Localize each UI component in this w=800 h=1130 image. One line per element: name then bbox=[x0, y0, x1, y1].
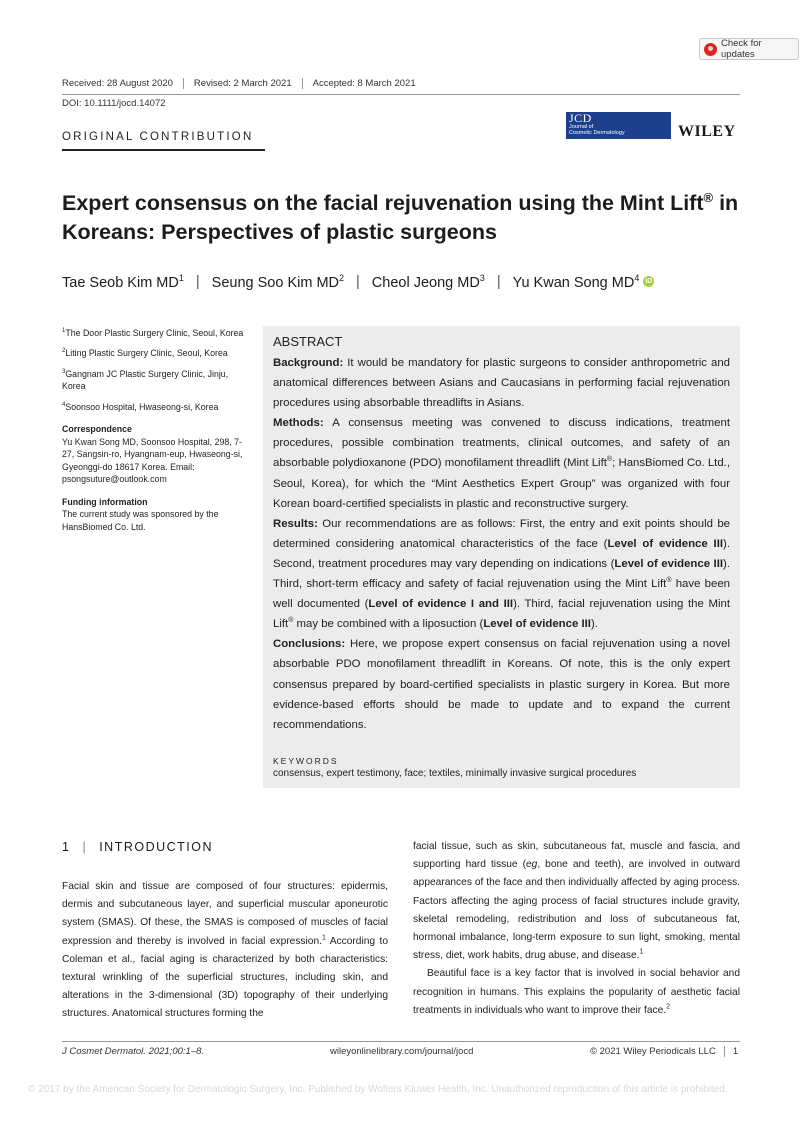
body-column-right bbox=[413, 838, 740, 1020]
abstract-methods bbox=[273, 413, 730, 513]
article-type-underline bbox=[62, 149, 265, 151]
body-text: Beautiful face is a key factor that is involved in social behavior and recognition in humans. This explains the popularity of aesthetic facial treatments in individuals who want to improve their face. bbox=[413, 968, 740, 1016]
abstract-results bbox=[273, 514, 730, 635]
correspondence-text[interactable]: Yu Kwan Song MD, Soonsoo Hospital, 298, 7-27, Sangsin-ro, Hyangnam-eup, Hwaseong-si, Gyeonggi-do 18617 Korea. Email: psongsuture@outlook.com bbox=[62, 436, 243, 485]
title-part1: Expert consensus on the facial rejuvenation using the Mint Lift bbox=[62, 191, 704, 216]
author[interactable] bbox=[62, 273, 184, 291]
abstract-methods-label: Methods: bbox=[273, 417, 324, 430]
affiliation bbox=[62, 325, 247, 339]
funding-text: The current study was sponsored by the HansBiomed Co. Ltd. bbox=[62, 509, 219, 532]
abstract-heading: ABSTRACT bbox=[273, 334, 343, 349]
abstract-results-text: may be combined with a liposuction ( bbox=[293, 618, 484, 631]
orcid-icon[interactable]: iD bbox=[645, 278, 653, 286]
body-text: , bone and teeth), are involved in outward appearances of the face and then individually affected by aging process. Factors affecting the aging process of facial structures include gravity, skeletal remodeling, redistribution and loss of subcutaneous fat, hormonal imbalance, long-term exposure to sun light, smoking, mental stress, diet, work habits, drug abuse, and disease. bbox=[413, 859, 740, 962]
abstract-background-label: Background: bbox=[273, 357, 344, 369]
footer-copyright bbox=[590, 1046, 738, 1057]
affiliation-text: Soonsoo Hospital, Hwaseong-si, Korea bbox=[65, 401, 219, 412]
affiliation-text: Gangnam JC Plastic Surgery Clinic, Jinju, Korea bbox=[62, 368, 229, 392]
footer-journal-url[interactable]: wileyonlinelibrary.com/journal/jocd bbox=[330, 1046, 474, 1057]
section-title: INTRODUCTION bbox=[99, 840, 214, 854]
registered-mark: ® bbox=[666, 577, 672, 585]
author-separator: | bbox=[195, 273, 200, 290]
title-registered-mark: ® bbox=[703, 190, 714, 205]
correspondence-heading: Correspondence bbox=[62, 424, 132, 435]
revised-date: Revised: 2 March 2021 bbox=[183, 78, 302, 89]
article-title bbox=[62, 183, 742, 247]
author-affiliation-number: 4 bbox=[634, 273, 640, 283]
body-paragraph bbox=[413, 838, 740, 965]
affiliation bbox=[62, 345, 247, 359]
heading-separator: | bbox=[82, 840, 88, 854]
abstract-conclusions bbox=[273, 634, 730, 734]
journal-logo bbox=[566, 112, 671, 139]
journal-logo-line2: Cosmetic Dermatology bbox=[569, 130, 625, 136]
author-affiliation-number: 1 bbox=[178, 273, 184, 283]
author-separator: | bbox=[356, 273, 360, 290]
funding-heading: Funding information bbox=[62, 496, 148, 507]
introduction-heading bbox=[62, 840, 213, 854]
author[interactable] bbox=[513, 273, 640, 291]
abstract-conclusions-text: Here, we propose expert consensus on facial rejuvenation using a novel absorbable PDO monofilament threadlift in Koreans. Of note, this is the only expert consensus prepared by board-certified specialists in plastic surgery in Korea. But more evidence-based efforts should be made to update and to expand the current recommendations. bbox=[273, 638, 730, 731]
abstract-background-text: It would be mandatory for plastic surgeons to consider anthropometric and anatomical differences between Asians and Caucasians in performing facial rejuvenation procedures using absorbable threadlifts in Asians. bbox=[273, 357, 730, 410]
abstract-conclusions-label: Conclusions: bbox=[273, 638, 346, 651]
author[interactable] bbox=[372, 273, 485, 291]
check-updates-label: Check for updates bbox=[721, 38, 762, 60]
article-dates bbox=[62, 78, 426, 89]
doi[interactable]: DOI: 10.1111/jocd.14072 bbox=[62, 98, 166, 109]
article-type-label: ORIGINAL CONTRIBUTION bbox=[62, 131, 254, 143]
article-sidebar bbox=[62, 325, 247, 533]
author[interactable] bbox=[212, 273, 344, 291]
registered-mark: ® bbox=[288, 617, 294, 625]
footer-citation: J Cosmet Dermatol. 2021;00:1–8. bbox=[62, 1046, 205, 1057]
footer-divider bbox=[62, 1041, 740, 1042]
journal-logo-line1: Journal of bbox=[569, 124, 594, 130]
abstract-results-text: ). Third, facial rejuvenation using the Mint Lift bbox=[273, 598, 730, 631]
author-name: Yu Kwan Song MD bbox=[512, 274, 635, 291]
copyright-watermark: © 2017 by the American Society for Dermatologic Surgery, Inc. Published by Wolters Kluwer Health, Inc. Unauthorized reproduction of this article is prohibited. bbox=[28, 1084, 728, 1095]
body-paragraph bbox=[413, 965, 740, 1020]
affiliation-text: The Door Plastic Surgery Clinic, Seoul, Korea bbox=[65, 327, 244, 338]
level-of-evidence: Level of evidence III bbox=[614, 557, 724, 570]
abstract-results-label: Results: bbox=[273, 517, 318, 530]
title-part2: in Koreans: Perspectives of plastic surgeons bbox=[62, 191, 739, 245]
footer-copyright-text: © 2021 Wiley Periodicals LLC bbox=[590, 1046, 716, 1057]
abstract-results-text: ). Third, short-term efficacy and safety of facial rejuvenation using the Mint Lift bbox=[273, 557, 731, 591]
reference-link[interactable]: 1 bbox=[321, 934, 326, 942]
author-list bbox=[62, 273, 654, 291]
body-text: According to Coleman et al., facial aging is characterized by both characteristics: textural wrinkling of the superficial structures, including skin, and alterations in the 3-dimensional (3D) topography of their underlying structures. Anatomical structures forming the bbox=[62, 935, 388, 1020]
author-separator: | bbox=[496, 273, 501, 290]
abstract-results-text: ). bbox=[590, 618, 598, 631]
level-of-evidence: Level of evidence I and III bbox=[368, 598, 514, 611]
reference-link[interactable]: 1 bbox=[639, 948, 644, 956]
author-name: Cheol Jeong MD bbox=[371, 274, 480, 291]
body-text: Facial skin and tissue are composed of four structures: epidermis, dermis and subcutaneous layer, and superficial muscular aponeurotic system (SMAS). Of these, the SMAS is composed of muscles of facial expression and thereby is involved in facial expression. bbox=[62, 881, 388, 947]
header-divider bbox=[62, 94, 740, 95]
registered-mark: ® bbox=[606, 456, 613, 464]
abstract-results-text: ). Second, treatment procedures may vary depending on indications ( bbox=[273, 537, 730, 570]
level-of-evidence: Level of evidence III bbox=[607, 537, 724, 550]
abstract-methods-text: A consensus meeting was convened to discuss indications, treatment procedures, possible combination treatments, clinical outcomes, and safety of an absorbable polydioxanone (PDO) monofilament threadlift (Mint Lift bbox=[273, 417, 730, 470]
keywords-heading: KEYWORDS bbox=[273, 756, 339, 766]
level-of-evidence: Level of evidence III bbox=[483, 618, 591, 631]
body-text: facial tissue, such as skin, subcutaneous fat, muscle and fascia, and supporting hard tissue ( bbox=[413, 841, 740, 871]
affiliation-number: 4 bbox=[62, 401, 66, 408]
abstract-results-text: have been well documented ( bbox=[273, 578, 730, 611]
section-number: 1 bbox=[62, 840, 71, 854]
reference-link[interactable]: 2 bbox=[666, 1003, 671, 1011]
check-for-updates-button[interactable] bbox=[699, 38, 799, 60]
author-name: Seung Soo Kim MD bbox=[211, 274, 339, 291]
abstract-box bbox=[263, 326, 740, 788]
publisher-logo: WILEY bbox=[678, 123, 736, 140]
affiliation-number: 1 bbox=[62, 328, 66, 334]
received-date: Received: 28 August 2020 bbox=[62, 78, 173, 89]
author-affiliation-number: 3 bbox=[479, 273, 485, 283]
abstract-background bbox=[273, 353, 730, 413]
keywords-list: consensus, expert testimony, face; textiles, minimally invasive surgical procedures bbox=[273, 768, 637, 779]
affiliation-number: 2 bbox=[62, 348, 66, 355]
author-affiliation-number: 2 bbox=[339, 273, 345, 283]
journal-logo-abbrev: JCD bbox=[569, 111, 592, 125]
accepted-date: Accepted: 8 March 2021 bbox=[302, 78, 426, 89]
page-number: 1 bbox=[724, 1046, 738, 1057]
crossmark-icon bbox=[704, 43, 717, 56]
author-name: Tae Seob Kim MD bbox=[62, 274, 179, 291]
abstract-methods-text: ; HansBiomed Co. Ltd., Seoul, Korea), for which the “Mint Aesthetics Expert Group” was organized with four Korean board-certified specialists in plastic and reconstructive surgery. bbox=[273, 457, 730, 510]
affiliation bbox=[62, 399, 247, 413]
affiliation bbox=[62, 366, 247, 393]
body-column-left bbox=[62, 878, 388, 1024]
affiliation-text: Liting Plastic Surgery Clinic, Seoul, Korea bbox=[65, 348, 228, 359]
affiliation-number: 3 bbox=[62, 368, 66, 375]
body-paragraph bbox=[62, 878, 388, 1024]
abstract-results-text: Our recommendations are as follows: First, the entry and exit points should be determined considering anatomical characteristics of the face ( bbox=[273, 517, 730, 550]
body-text-italic: eg bbox=[525, 859, 538, 871]
